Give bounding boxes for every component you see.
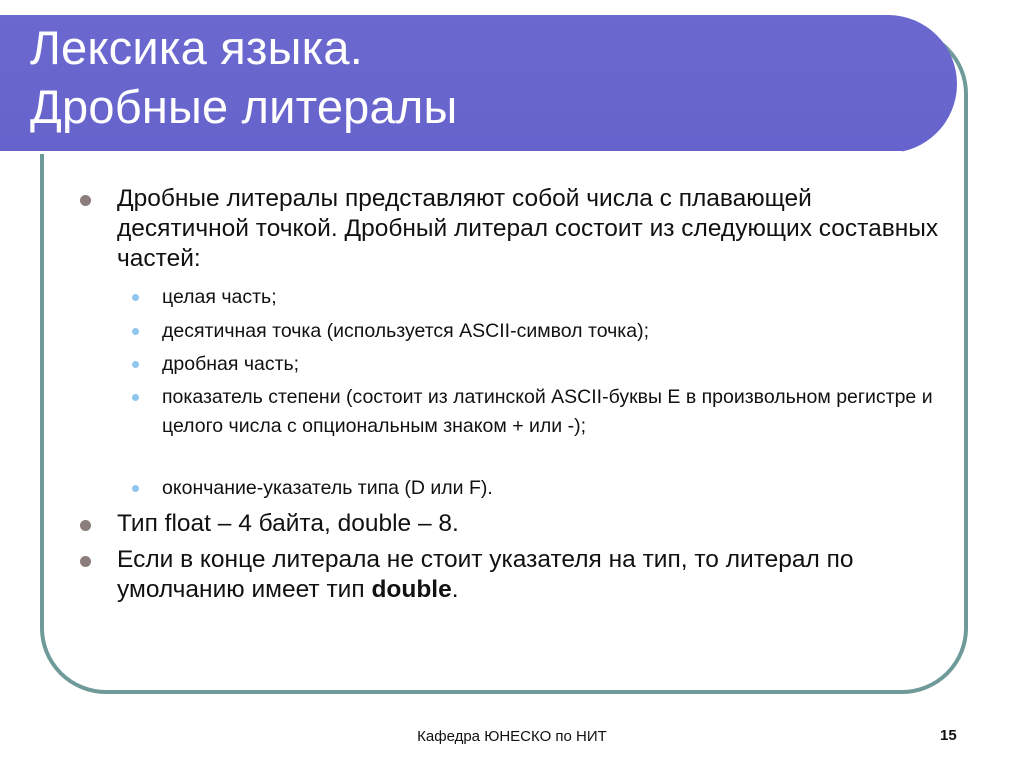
sub-bullet-dot: [132, 294, 139, 301]
bullet-default-end: .: [451, 576, 459, 603]
slide-title: [30, 18, 457, 136]
title-underline: [0, 151, 902, 154]
page-number: 15: [940, 727, 957, 744]
bullet-default-text: Если в конце литерала не стоит указателя на тип, то литерал по умолчанию имеет тип: [117, 546, 854, 603]
bullet-dot: [80, 520, 91, 531]
sub-bullet-text: показатель степени (состоит из латинской ASCII-буквы E в произвольном регистре и целого числа с опциональным знаком + или -);: [162, 386, 933, 437]
sub-bullet-type-suffix: [162, 474, 942, 503]
sub-bullet-dot: [132, 394, 139, 401]
bullet-default-type: [117, 545, 947, 605]
sub-bullet-fraction-part: [162, 350, 942, 379]
sub-bullet-text: десятичная точка (используется ASCII-символ точка);: [162, 320, 649, 342]
sub-bullet-text: окончание-указатель типа (D или F).: [162, 477, 493, 499]
bullet-dot: [80, 195, 91, 206]
sub-bullet-integer-part: [162, 283, 942, 312]
sub-bullet-text: дробная часть;: [162, 353, 300, 375]
bullet-sizes-text: Тип float – 4 байта, double – 8.: [117, 510, 459, 537]
sub-bullet-text: целая часть;: [162, 286, 277, 308]
sub-bullet-dot: [132, 328, 139, 335]
bullet-intro: [117, 184, 947, 274]
sub-bullet-dot: [132, 485, 139, 492]
sub-bullet-dot: [132, 361, 139, 368]
bullet-default-keyword: double: [371, 576, 452, 603]
bullet-sizes: [117, 509, 947, 539]
title-line-1: Лексика языка.: [30, 21, 363, 74]
sub-bullet-exponent: [162, 383, 942, 441]
bullet-intro-text: Дробные литералы представляют собой числа с плавающей десятичной точкой. Дробный литерал состоит из следующих составных частей:: [117, 185, 939, 272]
title-line-2: Дробные литералы: [30, 80, 458, 133]
bullet-dot: [80, 556, 91, 567]
footer-department: Кафедра ЮНЕСКО по НИТ: [417, 728, 607, 745]
sub-bullet-decimal-point: [162, 317, 942, 346]
